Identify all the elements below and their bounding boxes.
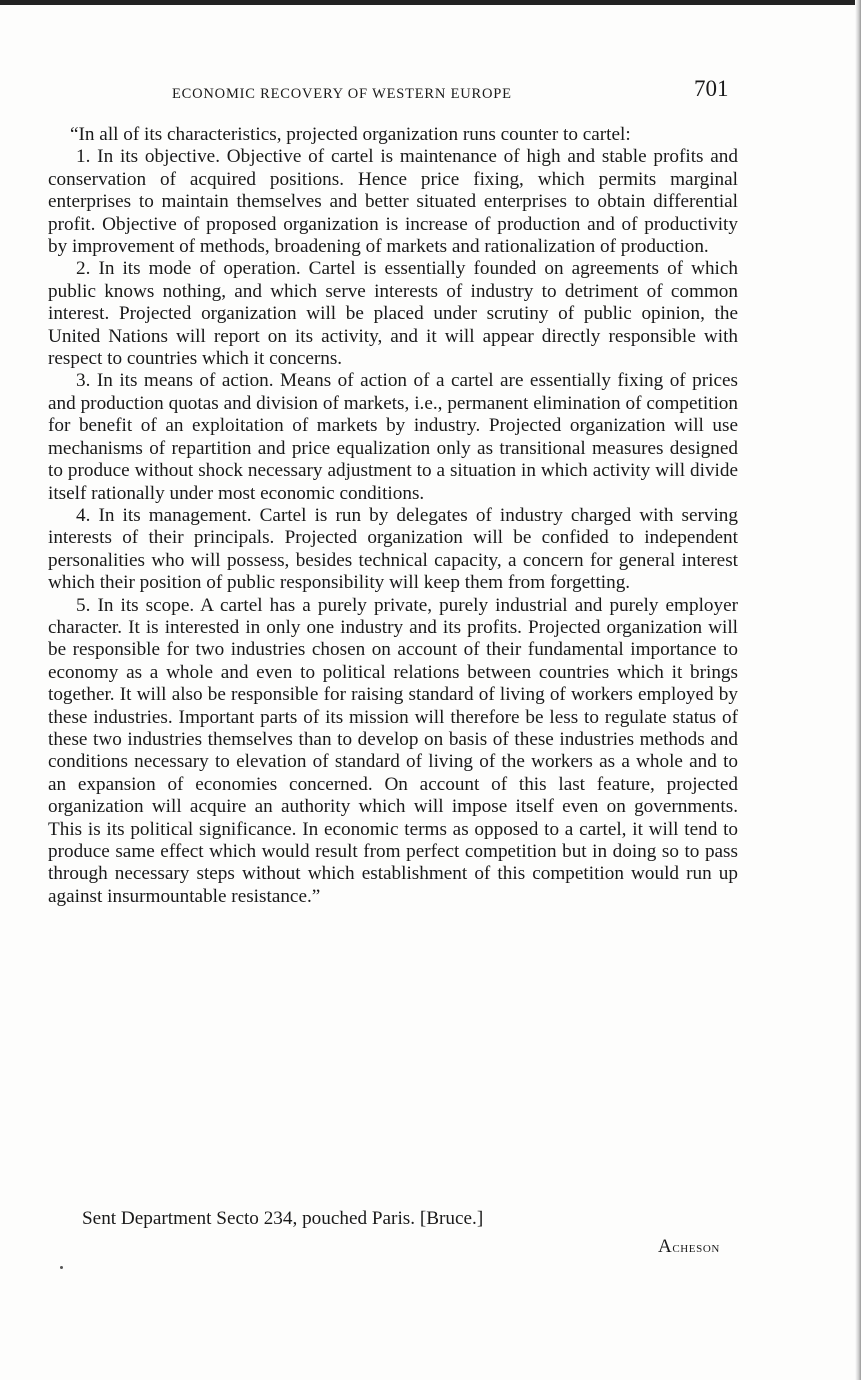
intro-paragraph: “In all of its characteristics, projected organization runs counter to cartel:	[70, 124, 631, 145]
sent-note: Sent Department Secto 234, pouched Paris. [Bruce.]	[82, 1208, 484, 1229]
list-item: 2. In its mode of operation. Cartel is essentially founded on agreements of which public knows nothing, and which serve interests of industry to detriment of common interest. Projected organization will be placed under scrutiny of public opinion, the United Nations will report on its activity, and it will appear directly responsible with respect to countries which it concerns.	[48, 258, 738, 370]
list-item: 3. In its means of action. Means of action of a cartel are essentially fixing of prices and production quotas and division of markets, i.e., permanent elimination of competition for benefit of an exploitation of markets by industry. Projected organization will use mechanisms of repartition and price equalization only as transitional measures designed to produce without shock necessary adjustment to a situation in which activity will divide itself rationally under most economic conditions.	[48, 370, 738, 504]
list-item: 4. In its management. Cartel is run by delegates of industry charged with serving interests of their principals. Projected organization will be confided to independent personalities who will possess, besides technical capacity, a concern for general interest which their position of public responsibility will keep them from forgetting.	[48, 504, 738, 594]
running-head: ECONOMIC RECOVERY OF WESTERN EUROPE	[172, 86, 512, 102]
signature	[658, 1236, 720, 1258]
signature-initial: A	[658, 1236, 673, 1257]
signature-rest: cheson	[672, 1239, 720, 1256]
page-number: 701	[694, 76, 729, 101]
scan-speck	[60, 1266, 63, 1269]
list-item: 5. In its scope. A cartel has a purely private, purely industrial and purely employer character. It is interested in only one industry and its profits. Projected organization will be responsible for two industries chosen on account of their fundamental importance to economy as a whole and even to political relations between countries which it brings together. It will also be responsible for raising standard of living of workers employed by these industries. Important parts of its mission will therefore be less to regulate status of these two industries themselves than to develop on basis of these industries methods and conditions necessary to elevation of standard of living of the workers as a whole and to an expansion of economies concerned. On account of this last feature, projected organization will acquire an authority which will impose itself even on governments. This is its political significance. In economic terms as opposed to a cartel, it will tend to produce same effect which would result from perfect competition but in doing so to pass through necessary steps without which establishment of this competition would run up against insurmountable resistance.”	[48, 594, 738, 907]
right-scan-edge	[855, 0, 861, 1380]
top-scan-edge	[0, 0, 861, 5]
body-text	[48, 124, 738, 908]
list-item: 1. In its objective. Objective of cartel is maintenance of high and stable profits and conservation of acquired positions. Hence price fixing, which permits marginal enterprises to maintain themselves and better situated enterprises to obtain differential profit. Objective of proposed organization is increase of production and of productivity by improvement of methods, broadening of markets and rationalization of production.	[48, 146, 738, 258]
